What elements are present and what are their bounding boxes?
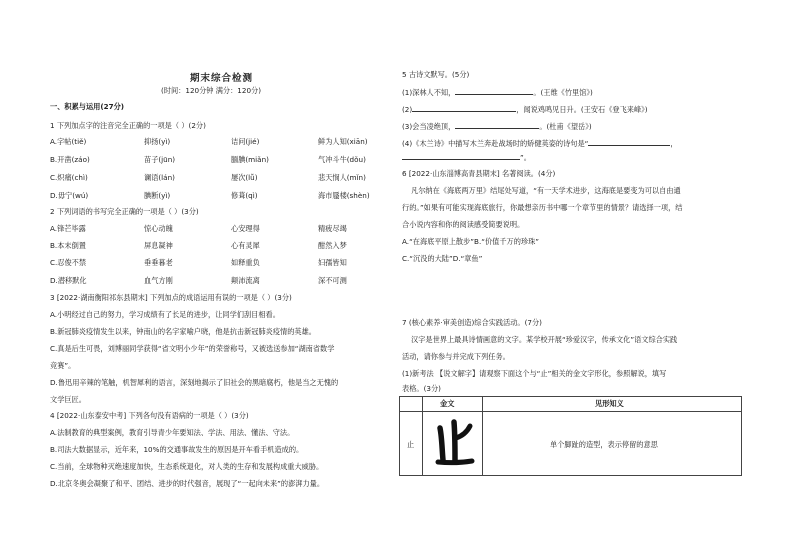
option-cell: D.潜移默化 bbox=[50, 276, 87, 285]
q5-stem: 5 古诗文默写。(5分) bbox=[402, 70, 470, 79]
option-cell: 苗子(jūn) bbox=[144, 155, 176, 164]
table-divider bbox=[482, 397, 483, 475]
q3-line: A.小明经过自己的努力，学习成绩有了长足的进步，让同学们刮目相看。 bbox=[50, 310, 280, 319]
option-cell: 谰语(lán) bbox=[144, 173, 175, 182]
glyph-table bbox=[399, 396, 742, 476]
option-cell: D.毋宁(wú) bbox=[50, 191, 89, 200]
q7-stem: 7 (核心素养·审美创造)综合实践活动。(7分) bbox=[402, 318, 542, 327]
q6-line: 行的。”如果有可能实现海底旅行，你最想亲历书中哪一个章节里的情景？请选择一项，结 bbox=[402, 203, 683, 212]
option-cell: 妇孺皆知 bbox=[318, 258, 347, 267]
option-cell: 血气方刚 bbox=[144, 276, 173, 285]
option-cell: 修葺(qì) bbox=[231, 191, 258, 200]
option-cell: 气冲斗牛(dǒu) bbox=[318, 155, 366, 164]
q5-text: 。(王维《竹里馆》) bbox=[533, 88, 593, 97]
q5-text: ，闻说鸡鸣见日升。(王安石《登飞来峰》) bbox=[516, 105, 648, 114]
q6-options-cd: C.“沉没的大陆”D.“章鱼” bbox=[402, 254, 483, 263]
q3-line: B.新冠肺炎疫情发生以来，钟南山的名字家喻户晓，他是抗击新冠肺炎疫情的英雄。 bbox=[50, 327, 316, 336]
q5-text: ， bbox=[670, 139, 678, 148]
q6-stem: 6 [2022·山东淄博高青县期末] 名著阅读。(4分) bbox=[402, 169, 556, 178]
q5-text: ”。 bbox=[520, 153, 531, 162]
q7-line: 表格。(3分) bbox=[402, 384, 441, 393]
option-cell: 鲜为人知(xiān) bbox=[318, 137, 368, 146]
q7-line: 活动，请你参与并完成下列任务。 bbox=[402, 352, 510, 361]
section-heading: 一、积累与运用(27分) bbox=[50, 102, 125, 111]
q5-line-4 bbox=[402, 138, 678, 149]
q7-line: 汉字是世界上最具诗情画意的文字。某学校开展“珍爱汉字，传承文化”语文综合实践 bbox=[411, 335, 678, 344]
q6-options-ab: A.“在海底平原上散步”B.“价值千万的珍珠” bbox=[402, 237, 539, 246]
option-cell: 酣然入梦 bbox=[318, 241, 347, 250]
q3-line: 文学巨匠。 bbox=[50, 395, 86, 404]
answer-blank[interactable] bbox=[412, 104, 516, 112]
option-cell: 深不可测 bbox=[318, 276, 347, 285]
option-cell: 腼腆(miǎn) bbox=[231, 155, 269, 164]
q4-line: A.法制教育的典型案例，教育引导青少年要知法、学法、用法、懂法、守法。 bbox=[50, 428, 295, 437]
option-cell: 屏息凝神 bbox=[144, 241, 173, 250]
option-cell: 抑扬(yì) bbox=[144, 137, 171, 146]
q5-text: 。(杜甫《望岳》) bbox=[539, 122, 592, 131]
q3-line: C.真是后生可畏，刘博丽同学获得“省文明小少年”的荣誉称号，又被选送参加“湖南省数学 bbox=[50, 344, 335, 353]
q7-line: (1)新考法 【说文解字】请观察下面这个与“止”相关的金文字形化，参照解说，填写 bbox=[402, 369, 667, 378]
option-cell: 垂垂暮老 bbox=[144, 258, 173, 267]
option-cell: A.字帖(tiě) bbox=[50, 137, 87, 146]
exam-info: (时间：120分钟 满分：120分) bbox=[161, 86, 262, 95]
q3-line: D.鲁迅用辛辣的笔触，机智犀利的语言，深刻地揭示了旧社会的黑暗腐朽，他是当之无愧的 bbox=[50, 378, 339, 387]
table-header-meaning: 见形知义 bbox=[595, 399, 624, 408]
q5-line-4b bbox=[402, 152, 531, 163]
table-char: 止 bbox=[407, 440, 415, 449]
q3-stem: 3 [2022·湖南衡阳祁东县期末] 下列加点的成语运用有误的一项是（ ）(3分) bbox=[50, 293, 292, 302]
q5-line-1 bbox=[402, 87, 593, 98]
q6-line: 凡尔纳在《海底两万里》结尾处写道，“有一天学术进步，这海底是要变为可以自由通 bbox=[411, 186, 681, 195]
answer-blank[interactable] bbox=[455, 87, 533, 95]
option-cell: B.开凿(záo) bbox=[50, 155, 90, 164]
q4-line: D.北京冬奥会凝聚了和平、团结、进步的时代强音，展现了“一起向未来”的澎湃力量。 bbox=[50, 479, 325, 488]
option-cell: 海市蜃楼(shèn) bbox=[318, 191, 370, 200]
option-cell: A.锋芒毕露 bbox=[50, 224, 86, 233]
option-cell: C.炽痛(chì) bbox=[50, 173, 88, 182]
answer-blank[interactable] bbox=[402, 152, 520, 160]
option-cell: 悲天悯人(mǐn) bbox=[318, 173, 366, 182]
table-header-jinwen: 金文 bbox=[440, 399, 455, 408]
option-cell: 颠沛流离 bbox=[231, 276, 260, 285]
option-cell: 心有灵犀 bbox=[231, 241, 260, 250]
option-cell: 诘问(jié) bbox=[231, 137, 260, 146]
option-cell: C.忍俊不禁 bbox=[50, 258, 87, 267]
q3-line: 竞赛”。 bbox=[50, 361, 76, 370]
q5-line-3 bbox=[402, 121, 592, 132]
option-cell: 如释重负 bbox=[231, 258, 260, 267]
answer-blank[interactable] bbox=[588, 138, 670, 146]
option-cell: 精疲尽竭 bbox=[318, 224, 347, 233]
option-cell: 惊心动魄 bbox=[144, 224, 173, 233]
bronze-zhi-glyph bbox=[432, 416, 476, 470]
option-cell: B.本末倒置 bbox=[50, 241, 86, 250]
bronze-glyph-image bbox=[432, 416, 476, 470]
table-divider bbox=[422, 397, 423, 475]
q5-text: (1)深林人不知， bbox=[402, 88, 456, 97]
option-cell: 屡次(lǚ) bbox=[231, 173, 258, 182]
answer-blank[interactable] bbox=[455, 121, 539, 129]
q5-line-2 bbox=[402, 104, 648, 115]
table-meaning-text: 单个脚趾的造型，表示停留的意思 bbox=[550, 440, 658, 449]
page-title: 期末综合检测 bbox=[190, 73, 254, 84]
q2-stem: 2 下列词语的书写完全正确的一项是（ ）(3分) bbox=[50, 207, 199, 216]
q1-stem: 1 下列加点字的注音完全正确的一项是（ ）(2分) bbox=[50, 121, 206, 130]
q5-text: (4)《木兰诗》中描写木兰奔赴战场时的矫健英姿的诗句是“ bbox=[402, 139, 589, 148]
option-cell: 腆断(yì) bbox=[144, 191, 171, 200]
q4-stem: 4 [2022·山东泰安中考] 下列各句没有语病的一项是（ ）(3分) bbox=[50, 411, 249, 420]
q4-line: B.司法大数据显示，近年来，10%的交通事故发生的原因是开车看手机造成的。 bbox=[50, 445, 304, 454]
q4-line: C.当前，全球物种灭绝速度加快，生态系统退化，对人类的生存和发展构成重大威胁。 bbox=[50, 462, 324, 471]
q5-text: (2) bbox=[402, 105, 413, 114]
option-cell: 心安理得 bbox=[231, 224, 260, 233]
q6-line: 合小说内容和你的阅读感受简要说明。 bbox=[402, 220, 525, 229]
q5-text: (3)会当凌绝顶， bbox=[402, 122, 456, 131]
